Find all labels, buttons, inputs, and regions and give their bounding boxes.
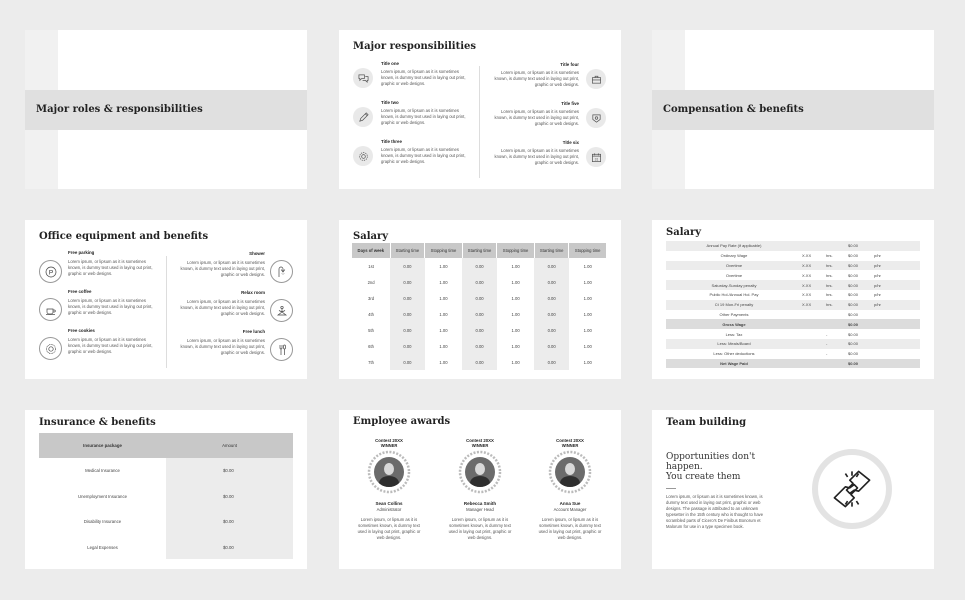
table-cell: $0.00 [848, 339, 874, 349]
table-cell [874, 241, 920, 251]
table-cell [874, 349, 920, 359]
slide-insurance[interactable] [25, 410, 307, 569]
table-cell: $0.00 [848, 253, 859, 259]
avatar [465, 457, 495, 487]
award-text: Lorem ipsum, or lipsum as it is sometimes known, is dummy text used in laying out print, graphic or web designs. [538, 517, 602, 540]
table-row [666, 300, 920, 310]
table-cell: 1.00 [583, 311, 592, 317]
award-role: Account Manager [553, 507, 587, 512]
quote-line: happen. [666, 462, 703, 472]
table-cell: 1.00 [511, 263, 520, 269]
table-cell: Overtime [725, 272, 743, 278]
table-cell [874, 329, 920, 339]
award-card [440, 438, 520, 541]
avatar [374, 457, 404, 487]
item-text: Lorem ipsum, or lipsum as it is sometimes known, is dummy text used in laying out print, graphic or web designs. [180, 338, 265, 355]
table-cell: 0.00 [390, 290, 425, 306]
item-title: Free parking [68, 250, 95, 255]
table-cell [826, 310, 848, 320]
quote-divider [666, 488, 676, 489]
table-cell: hrs. [826, 261, 848, 271]
table-cell: 1.00 [439, 263, 448, 269]
item-title: Free lunch [242, 329, 265, 334]
table-cell: 0.00 [462, 354, 497, 370]
table-cell: Other Payments [719, 311, 749, 317]
schedule-table [352, 243, 607, 370]
column-divider [166, 256, 167, 368]
item-title: Title five [561, 101, 579, 106]
table-cell [802, 310, 826, 320]
wage-table [666, 241, 920, 368]
column-header: Starting time [534, 243, 569, 258]
table-cell: Less: Meals/Board [666, 339, 802, 349]
item-text: Lorem ipsum, or lipsum as it is sometimes known, is dummy text used in laying out print, graphic or web designs. [494, 109, 579, 126]
award-card [349, 438, 429, 541]
column-header: Stopping time [497, 243, 535, 258]
table-cell: 1.00 [511, 327, 520, 333]
laurel-wreath [548, 450, 592, 494]
chat-bubbles-icon [353, 68, 373, 88]
table-cell: $0.00 [848, 351, 859, 357]
badge-icon [586, 108, 606, 128]
table-cell: Ordinary Wage [720, 253, 748, 259]
parking-icon [39, 260, 62, 283]
award-contest: Contest 20XX [466, 438, 494, 443]
table-cell: 0.00 [462, 322, 497, 338]
table-cell [802, 339, 826, 349]
slide-employee-awards[interactable] [339, 410, 621, 569]
item-title: Title three [381, 139, 402, 144]
item-text: Lorem ipsum, or lipsum as it is sometimes known, is dummy text used in laying out print, graphic or web designs. [381, 69, 466, 86]
table-cell: p/hr [874, 292, 881, 298]
parking-glyph: P [48, 268, 53, 276]
table-cell [802, 349, 826, 359]
item-text: Lorem ipsum, or lipsum as it is sometimes known, is dummy text used in laying out print, graphic or web designs. [68, 337, 153, 354]
table-row [666, 310, 920, 320]
table-cell: p/hr [874, 272, 881, 278]
item-title: Free cookies [68, 328, 95, 333]
table-cell: $0.00 [848, 292, 859, 298]
table-cell: hrs. [826, 300, 848, 310]
table-cell [802, 319, 826, 329]
table-row [666, 290, 920, 300]
item-title: Title two [381, 100, 399, 105]
table-cell: - [826, 331, 828, 337]
table-cell: 0.00 [534, 290, 569, 306]
table-cell: 1.00 [511, 359, 520, 365]
table-cell: Disability Insurance [83, 519, 122, 524]
handshake-emblem [812, 449, 892, 529]
table-cell: p/hr [874, 253, 881, 259]
table-cell: $0.00 [848, 300, 874, 310]
calendar-digit: 31 [594, 157, 598, 162]
item-text: Lorem ipsum, or lipsum as it is sometimes known, is dummy text used in laying out print, graphic or web designs. [494, 70, 579, 87]
table-cell: 1.00 [439, 295, 448, 301]
table-cell: 0.00 [534, 322, 569, 338]
table-cell: p/hr [874, 280, 920, 290]
award-name: Sean Collins [375, 501, 403, 506]
table-cell: 1.00 [583, 343, 592, 349]
slide-title: Insurance & benefits [39, 417, 156, 428]
table-cell: 4th [368, 311, 374, 317]
slide-title: Employee awards [353, 416, 451, 427]
table-cell: 0.00 [390, 274, 425, 290]
table-cell [802, 329, 826, 339]
table-cell: 0.00 [534, 338, 569, 354]
table-cell: Overtime [666, 261, 802, 271]
table-cell: 0.00 [462, 274, 497, 290]
table-cell: $0.00 [848, 280, 874, 290]
item-text: Lorem ipsum, or lipsum as it is sometimes known, is dummy text used in laying out print, graphic or web designs. [180, 260, 265, 277]
table-cell [874, 339, 920, 349]
table-cell: 1.00 [583, 359, 592, 365]
table-cell: $0.00 [223, 544, 234, 550]
table-cell: Medical Insurance [85, 468, 120, 473]
table-cell: 0.00 [390, 338, 425, 354]
table-cell [802, 241, 826, 251]
table-cell: 1.00 [439, 359, 448, 365]
table-cell: X.XX [802, 253, 812, 259]
slide-team-building[interactable] [652, 410, 934, 569]
table-cell: 1.00 [439, 327, 448, 333]
table-cell: $0.00 [848, 331, 859, 337]
body-text: Lorem ipsum, or lipsum as it is sometimes known, is dummy text used in laying out print, graphic or web designs. The passage is attributed to an unknown typesetter in the 15th century who is thought to have scrambled parts of Cicero's De Finibus Bonorum et Malorum for use in a type specimen book. [666, 494, 764, 529]
table-row [666, 270, 920, 280]
award-card [530, 438, 610, 541]
table-cell: 0.00 [390, 354, 425, 370]
table-cell: - [826, 339, 848, 349]
table-cell: p/hr [874, 300, 920, 310]
column-header: Insurance package [83, 443, 122, 448]
table-header-row [352, 243, 607, 258]
table-cell: hrs. [826, 253, 833, 259]
table-cell: $0.00 [848, 241, 874, 251]
table-cell: Annual Pay Rate (if applicable) [666, 241, 802, 251]
table-cell: Gross Wage [666, 319, 802, 329]
table-cell: 1st [368, 263, 374, 269]
table-cell: Less: Tax [725, 331, 743, 337]
table-cell: 0.00 [390, 258, 425, 274]
slide-office-equipment[interactable] [25, 220, 307, 379]
table-cell: $0.00 [223, 468, 234, 473]
table-cell: $0.00 [848, 261, 874, 271]
table-cell: 1.00 [583, 279, 592, 285]
slide-title: Salary [666, 227, 702, 238]
table-row [666, 359, 920, 369]
column-header: Days of week [352, 243, 390, 258]
quote-line: Opportunities don't [666, 452, 756, 462]
coffee-cup-icon [39, 298, 62, 321]
item-text: Lorem ipsum, or lipsum as it is sometimes known, is dummy text used in laying out print, graphic or web designs. [381, 147, 466, 164]
table-cell: X.XX [802, 300, 826, 310]
table-row [352, 306, 607, 322]
slide-title: Office equipment and benefits [39, 231, 209, 242]
table-cell [826, 319, 848, 329]
slide-compensation[interactable] [652, 30, 934, 189]
award-name: Anna Sue [559, 501, 581, 506]
cutlery-icon [270, 338, 293, 361]
table-cell: 0.00 [462, 290, 497, 306]
slide-major-responsibilities[interactable] [339, 30, 621, 189]
slide-title: Major responsibilities [353, 41, 477, 52]
table-row [666, 329, 920, 339]
table-cell: $0.00 [223, 519, 234, 524]
award-winner: WINNER [471, 443, 489, 448]
yoga-icon [270, 299, 293, 322]
table-cell [802, 359, 826, 369]
column-header: Starting time [390, 243, 425, 258]
table-row [666, 339, 920, 349]
item-text: Lorem ipsum, or lipsum as it is sometimes known, is dummy text used in laying out print, graphic or web designs. [180, 299, 265, 316]
table-cell [874, 319, 920, 329]
award-winner: WINNER [561, 443, 579, 448]
table-row [666, 261, 920, 271]
item-text: Lorem ipsum, or lipsum as it is sometimes known, is dummy text used in laying out print, graphic or web designs. [68, 298, 153, 315]
award-text: Lorem ipsum, or lipsum as it is sometimes known, is dummy text used in laying out print, graphic or web designs. [357, 517, 421, 540]
column-header: Starting time [462, 243, 497, 258]
shower-icon [270, 260, 293, 283]
slide-salary-schedule[interactable] [339, 220, 621, 379]
item-title: Title one [381, 61, 399, 66]
briefcase-icon [586, 69, 606, 89]
table-row [352, 322, 607, 338]
laurel-wreath [367, 450, 411, 494]
column-header: Stopping time [425, 243, 463, 258]
table-cell: hrs. [826, 280, 848, 290]
table-cell: 1.00 [439, 343, 448, 349]
table-cell: 1.00 [583, 263, 592, 269]
table-cell: 1.00 [511, 311, 520, 317]
table-cell: X.XX [802, 272, 812, 278]
slide-title: Salary [353, 231, 389, 242]
table-cell: $0.00 [848, 319, 874, 329]
table-row [666, 251, 920, 261]
table-cell: 0.00 [534, 274, 569, 290]
table-cell: 3rd [368, 295, 375, 301]
award-contest: Contest 20XX [375, 438, 403, 443]
table-cell: $0.00 [223, 493, 234, 499]
table-cell: Unemployment Insurance [78, 493, 127, 499]
table-row [352, 274, 607, 290]
item-title: Relax room [241, 290, 265, 295]
award-role: Administrator [376, 507, 402, 512]
table-cell: 0.00 [462, 258, 497, 274]
item-title: Free coffee [68, 289, 92, 294]
calendar-icon [586, 147, 606, 167]
table-cell: Public Hol./Annual Hol. Pay [709, 292, 759, 298]
column-divider [479, 66, 480, 178]
award-name: Rebecca Smith [463, 501, 497, 506]
table-cell: Saturday-Sunday penalty [666, 280, 802, 290]
table-cell: 0.00 [462, 338, 497, 354]
table-cell: 0.00 [534, 354, 569, 370]
table-cell: Net Wage Paid [666, 359, 802, 369]
table-cell: p/hr [874, 261, 920, 271]
table-row [352, 354, 607, 370]
table-cell: hrs. [826, 272, 833, 278]
laurel-wreath [458, 450, 502, 494]
award-role: Manager Head [466, 507, 494, 512]
table-cell: 1.00 [511, 295, 520, 301]
cookie-icon [39, 337, 62, 360]
table-row [352, 338, 607, 354]
table-cell: 1.00 [511, 279, 520, 285]
item-text: Lorem ipsum, or lipsum as it is sometimes known, is dummy text used in laying out print, graphic or web designs. [68, 259, 153, 276]
item-title: Title six [562, 140, 579, 145]
table-row [666, 319, 920, 329]
table-cell: 6th [368, 343, 374, 349]
table-row [666, 349, 920, 359]
item-text: Lorem ipsum, or lipsum as it is sometimes known, is dummy text used in laying out print, graphic or web designs. [381, 108, 466, 125]
table-cell [874, 359, 920, 369]
table-cell: - [826, 351, 828, 357]
table-cell: 2nd [367, 279, 375, 285]
quote [666, 452, 755, 482]
avatar [555, 457, 585, 487]
table-cell: X.XX [802, 261, 826, 271]
item-title: Title four [560, 62, 579, 67]
table-cell: 1.00 [583, 295, 592, 301]
table-cell: Less: Other deductions [713, 351, 755, 357]
table-cell: X.XX [802, 280, 826, 290]
table-cell: 5th [368, 327, 374, 333]
award-contest: Contest 20XX [556, 438, 584, 443]
table-cell: $0.00 [848, 311, 859, 317]
table-row [352, 290, 607, 306]
band-title: Compensation & benefits [663, 104, 804, 115]
table-cell: $0.00 [848, 359, 874, 369]
table-cell: Ct 19 Mon-Fri penalty [666, 300, 802, 310]
table-cell: 7th [368, 359, 374, 365]
table-cell: X.XX [802, 292, 812, 298]
pencil-icon [353, 107, 373, 127]
gear-icon [353, 146, 373, 166]
quote-line: You create them [666, 472, 741, 482]
table-cell: 0.00 [462, 306, 497, 322]
table-cell: 1.00 [439, 279, 448, 285]
column-header: Amount [222, 443, 237, 448]
award-winner: WINNER [380, 443, 398, 448]
table-cell: Legal Expenses [87, 544, 118, 550]
table-cell: 0.00 [390, 306, 425, 322]
band-title: Major roles & responsibilities [36, 104, 203, 115]
column-header: Stopping time [569, 243, 607, 258]
table-cell: 1.00 [439, 311, 448, 317]
fist-bump-icon [830, 467, 874, 511]
table-cell: 0.00 [534, 306, 569, 322]
table-cell: $0.00 [848, 272, 859, 278]
table-cell [874, 310, 920, 320]
item-title: Shower [249, 251, 265, 256]
table-row [666, 241, 920, 251]
table-cell: 0.00 [534, 258, 569, 274]
table-cell: 1.00 [583, 327, 592, 333]
table-cell: 0.00 [390, 322, 425, 338]
slide-major-roles[interactable] [25, 30, 307, 189]
table-cell: 1.00 [511, 343, 520, 349]
award-text: Lorem ipsum, or lipsum as it is sometimes known, is dummy text used in laying out print, graphic or web designs. [448, 517, 512, 540]
table-row [666, 280, 920, 290]
table-row [352, 258, 607, 274]
table-cell [826, 359, 848, 369]
item-text: Lorem ipsum, or lipsum as it is sometimes known, is dummy text used in laying out print, graphic or web designs. [494, 148, 579, 165]
slide-salary-breakdown[interactable] [652, 220, 934, 379]
slide-title: Team building [666, 417, 747, 428]
table-cell: hrs. [826, 292, 833, 298]
table-cell [826, 241, 848, 251]
